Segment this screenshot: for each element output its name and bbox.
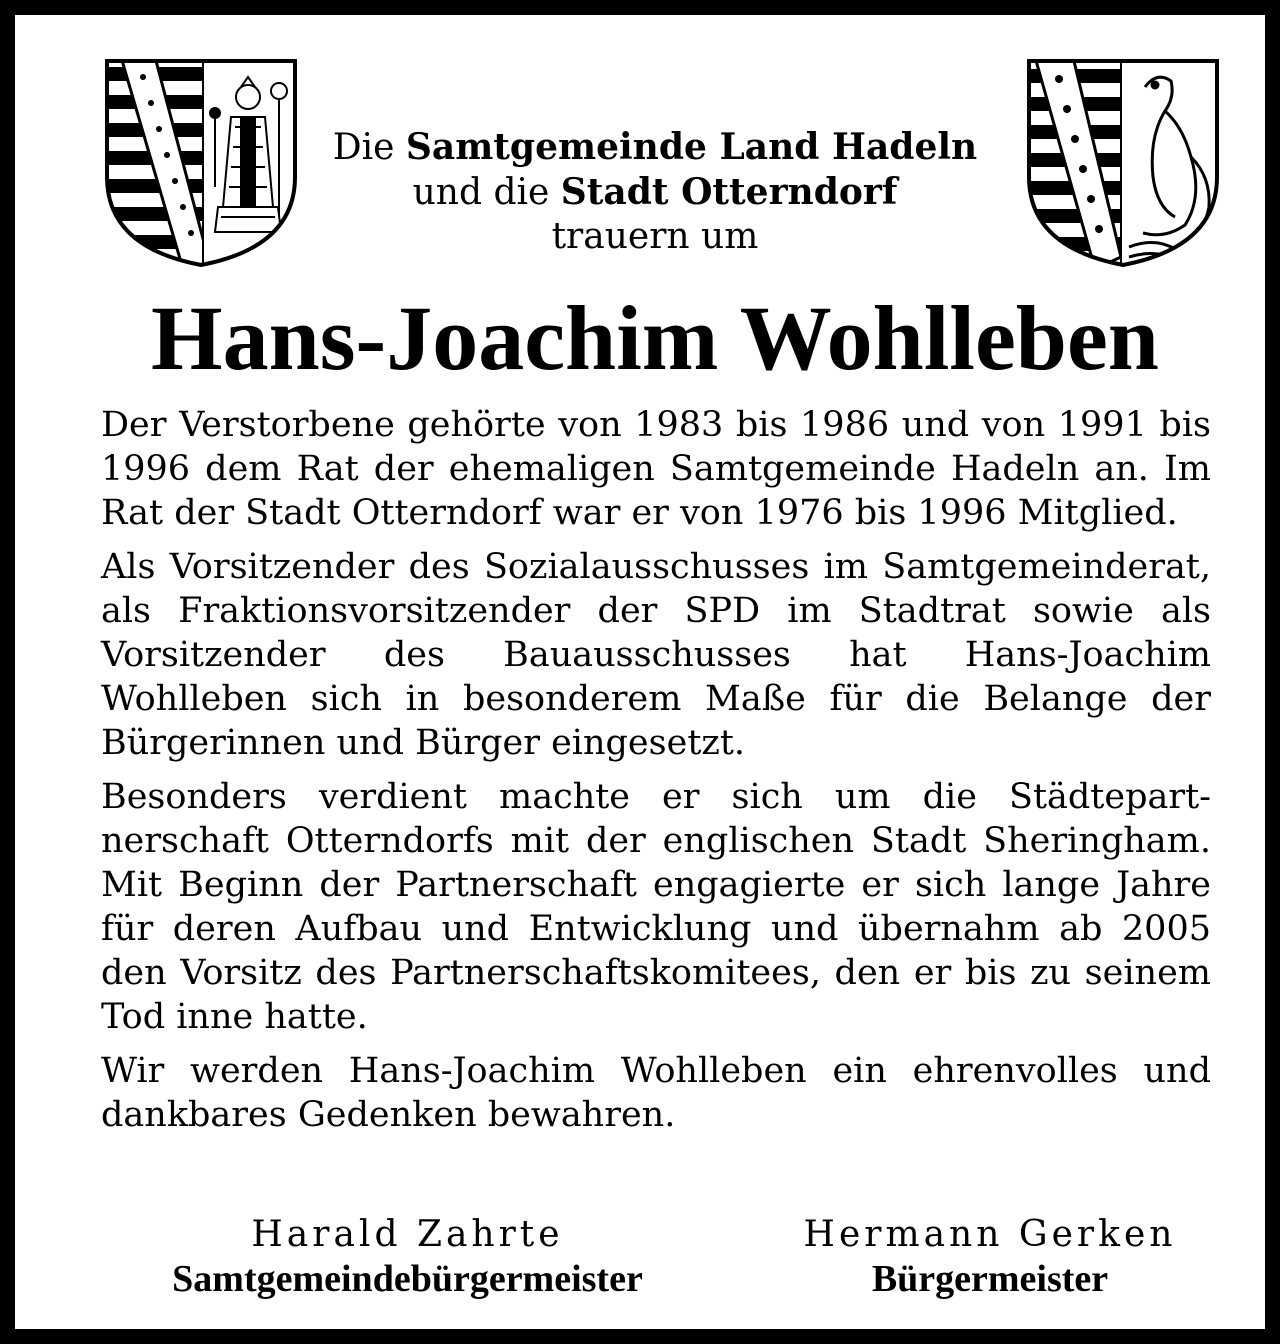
paragraph: Als Vorsitzender des Sozialausschusses im Samtgemeinderat, als Fraktionsvorsitzender der SPD im Stadtrat sowie als Vorsitzender des Bauausschusses hat Hans-Joachim Wohlleben sich in besonderem Maße für die Belange der Bürgerinnen und Bürger eingesetzt.	[101, 547, 1211, 763]
signature-left	[125, 1213, 690, 1301]
header-line-2	[315, 170, 995, 215]
paragraph: Wir werden Hans-Joachim Wohlleben ein ehrenvolles und dankbares Gedenken bewahren.	[101, 1051, 1211, 1135]
header-line-2-bold: Stadt Otterndorf	[560, 171, 898, 213]
header-line-1-prefix: Die	[332, 127, 406, 168]
signature-title: Samtgemeindebürgermeister	[172, 1258, 643, 1300]
coat-of-arms-saint-icon	[103, 57, 299, 269]
signature-name: Harald Zahrte	[251, 1214, 564, 1255]
obituary-body	[101, 403, 1211, 1147]
signature-right	[765, 1213, 1215, 1301]
paragraph: Der Verstorbene gehörte von 1983 bis 1986 und von 1991 bis 1996 dem Rat der ehemaligen Samtgemeinde Hadeln an. Im Rat der Stadt Otterndorf war er von 1976 bis 1996 Mitglied.	[101, 405, 1211, 533]
header-line-1-bold: Samtgemeinde Land Hadeln	[405, 126, 978, 168]
paragraph: Besonders verdient machte er sich um die Städtepartnerschaft Otterndorfs mit der englischen Stadt Sheringham. Mit Beginn der Partnerschaft engagierte er sich lange Jahre für deren Aufbau und Entwicklung und übernahm ab 2005 den Vorsitz des Partnerschaftskomitees, den er bis zu seinem Tod inne hatte.	[101, 777, 1211, 1037]
header-line-3: trauern um	[551, 216, 759, 257]
signature-name: Hermann Gerken	[803, 1214, 1177, 1255]
header-line-1	[315, 125, 995, 170]
signature-title: Bürgermeister	[871, 1258, 1109, 1300]
header	[315, 125, 995, 259]
header-line-2-prefix: und die	[412, 172, 561, 213]
coat-of-arms-otter-icon	[1025, 57, 1221, 269]
deceased-name: Hans-Joachim Wohlleben	[151, 287, 1159, 389]
